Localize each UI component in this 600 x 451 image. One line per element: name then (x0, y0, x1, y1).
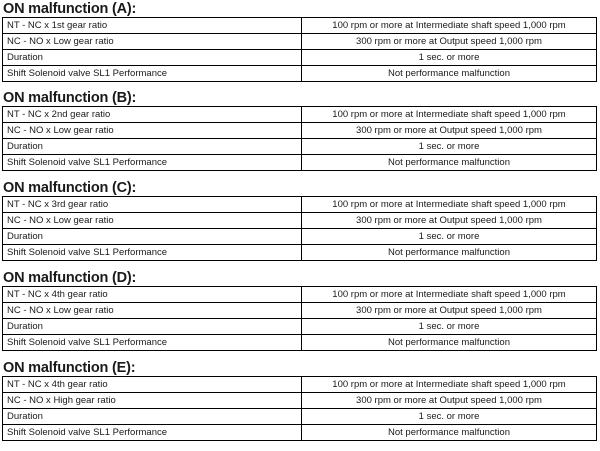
condition-value: 300 rpm or more at Output speed 1,000 rpm (302, 303, 597, 319)
condition-label: NT - NC x 4th gear ratio (3, 377, 302, 393)
section-title: ON malfunction (A): (3, 1, 137, 17)
table-row (3, 303, 597, 319)
condition-value: 100 rpm or more at Intermediate shaft speed 1,000 rpm (302, 287, 597, 303)
table-row (3, 50, 597, 66)
condition-value: 100 rpm or more at Intermediate shaft speed 1,000 rpm (302, 197, 597, 213)
condition-label: NC - NO x Low gear ratio (3, 303, 302, 319)
table-row (3, 34, 597, 50)
condition-value: 100 rpm or more at Intermediate shaft speed 1,000 rpm (302, 18, 597, 34)
condition-label: Duration (3, 50, 302, 66)
section-title: ON malfunction (E): (3, 360, 136, 376)
condition-label: Shift Solenoid valve SL1 Performance (3, 155, 302, 171)
condition-label: NC - NO x Low gear ratio (3, 34, 302, 50)
condition-value: 1 sec. or more (302, 409, 597, 425)
condition-label: NC - NO x Low gear ratio (3, 213, 302, 229)
section-title: ON malfunction (C): (3, 180, 137, 196)
condition-value: 1 sec. or more (302, 229, 597, 245)
table-row (3, 425, 597, 441)
table-row (3, 123, 597, 139)
condition-label: Duration (3, 409, 302, 425)
section-title: ON malfunction (B): (3, 90, 137, 106)
condition-label: NT - NC x 2nd gear ratio (3, 107, 302, 123)
condition-label: NT - NC x 1st gear ratio (3, 18, 302, 34)
condition-value: Not performance malfunction (302, 155, 597, 171)
condition-label: NC - NO x Low gear ratio (3, 123, 302, 139)
condition-value: 1 sec. or more (302, 139, 597, 155)
condition-value: Not performance malfunction (302, 425, 597, 441)
condition-value: Not performance malfunction (302, 245, 597, 261)
condition-label: Duration (3, 229, 302, 245)
condition-value: Not performance malfunction (302, 335, 597, 351)
table-row (3, 18, 597, 34)
table-row (3, 409, 597, 425)
condition-value: 100 rpm or more at Intermediate shaft speed 1,000 rpm (302, 107, 597, 123)
condition-value: 100 rpm or more at Intermediate shaft speed 1,000 rpm (302, 377, 597, 393)
condition-value: Not performance malfunction (302, 66, 597, 82)
table-row (3, 139, 597, 155)
table-row (3, 197, 597, 213)
condition-value: 300 rpm or more at Output speed 1,000 rpm (302, 213, 597, 229)
table-row (3, 155, 597, 171)
condition-table (2, 17, 597, 82)
condition-value: 300 rpm or more at Output speed 1,000 rpm (302, 34, 597, 50)
table-row (3, 377, 597, 393)
condition-label: NT - NC x 4th gear ratio (3, 287, 302, 303)
condition-value: 1 sec. or more (302, 319, 597, 335)
condition-value: 1 sec. or more (302, 50, 597, 66)
condition-value: 300 rpm or more at Output speed 1,000 rpm (302, 123, 597, 139)
table-row (3, 213, 597, 229)
table-row (3, 335, 597, 351)
condition-label: Duration (3, 319, 302, 335)
condition-table (2, 106, 597, 171)
table-row (3, 287, 597, 303)
table-row (3, 229, 597, 245)
condition-table (2, 286, 597, 351)
condition-table (2, 376, 597, 441)
section-title: ON malfunction (D): (3, 270, 137, 286)
table-row (3, 245, 597, 261)
condition-label: Shift Solenoid valve SL1 Performance (3, 425, 302, 441)
condition-label: NC - NO x High gear ratio (3, 393, 302, 409)
condition-label: Shift Solenoid valve SL1 Performance (3, 245, 302, 261)
table-row (3, 107, 597, 123)
condition-label: NT - NC x 3rd gear ratio (3, 197, 302, 213)
condition-label: Duration (3, 139, 302, 155)
table-row (3, 66, 597, 82)
table-row (3, 319, 597, 335)
table-row (3, 393, 597, 409)
condition-label: Shift Solenoid valve SL1 Performance (3, 66, 302, 82)
condition-value: 300 rpm or more at Output speed 1,000 rpm (302, 393, 597, 409)
condition-table (2, 196, 597, 261)
condition-label: Shift Solenoid valve SL1 Performance (3, 335, 302, 351)
